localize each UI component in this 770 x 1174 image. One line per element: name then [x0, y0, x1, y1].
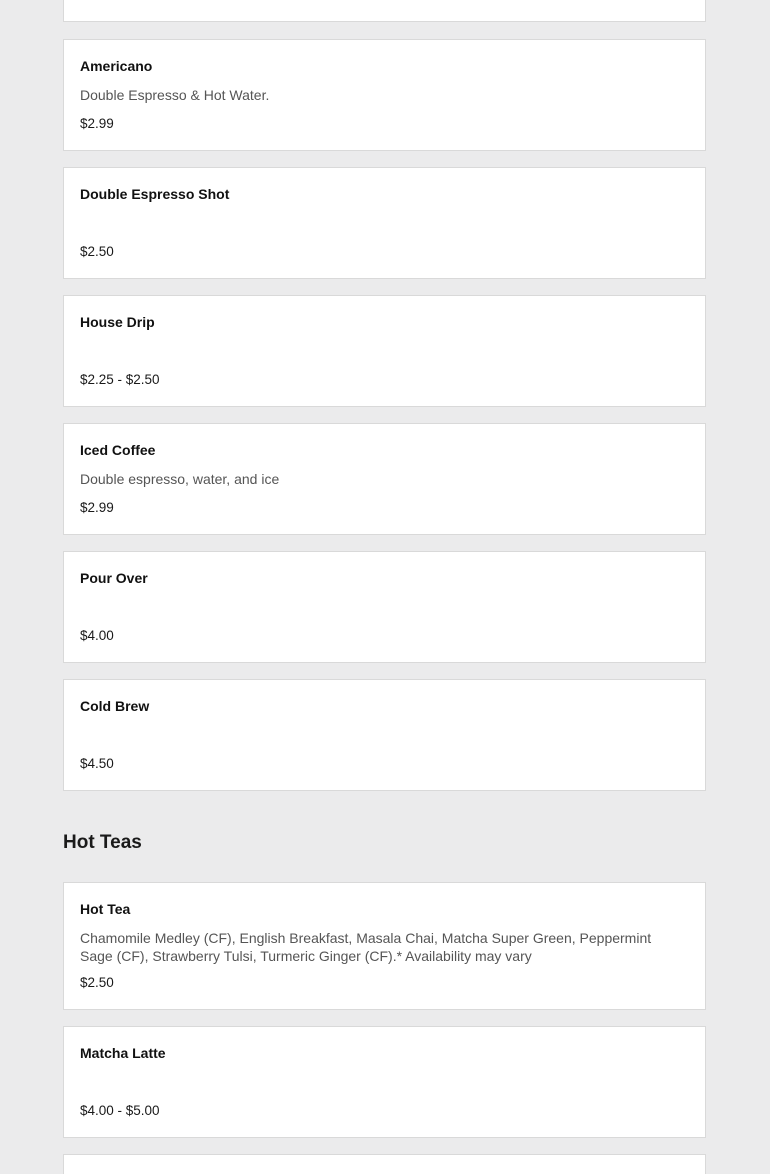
- menu-item-card[interactable]: [63, 295, 706, 407]
- menu-item-card[interactable]: [63, 679, 706, 791]
- menu-item-card[interactable]: [63, 551, 706, 663]
- menu-item-card-partial-top[interactable]: [63, 0, 706, 22]
- menu-item-name: Cold Brew: [80, 698, 150, 714]
- menu-item-card[interactable]: [63, 882, 706, 1010]
- menu-item-name: House Drip: [80, 314, 155, 330]
- menu-item-description: Chamomile Medley (CF), English Breakfast, Masala Chai, Matcha Super Green, Peppermint Sage (CF), Strawberry Tulsi, Turmeric Ginger (CF).* Availability may vary: [80, 930, 652, 964]
- menu-item-card-partial-bottom[interactable]: [63, 1154, 706, 1174]
- menu-item-price: $2.50: [80, 244, 114, 259]
- menu-item-card[interactable]: [63, 423, 706, 535]
- menu-item-name: Double Espresso Shot: [80, 186, 230, 202]
- menu-item-price: $4.00 - $5.00: [80, 1103, 160, 1118]
- menu-item-description: Double Espresso & Hot Water.: [80, 87, 270, 103]
- menu-item-name: Hot Tea: [80, 901, 131, 917]
- menu-item-name: Matcha Latte: [80, 1045, 166, 1061]
- menu-item-name: Iced Coffee: [80, 442, 156, 458]
- menu-item-name: Americano: [80, 58, 153, 74]
- menu-item-price: $2.99: [80, 116, 114, 131]
- menu-item-name: Pour Over: [80, 570, 148, 586]
- menu-item-price: $4.50: [80, 756, 114, 771]
- menu-item-price: $2.50: [80, 975, 114, 990]
- menu-item-price: $2.25 - $2.50: [80, 372, 160, 387]
- menu-item-card[interactable]: [63, 39, 706, 151]
- menu-item-price: $2.99: [80, 500, 114, 515]
- menu-item-card[interactable]: [63, 167, 706, 279]
- menu-item-card[interactable]: [63, 1026, 706, 1138]
- section-title-hot-teas: Hot Teas: [63, 832, 142, 853]
- menu-item-description: Double espresso, water, and ice: [80, 471, 280, 487]
- menu-item-price: $4.00: [80, 628, 114, 643]
